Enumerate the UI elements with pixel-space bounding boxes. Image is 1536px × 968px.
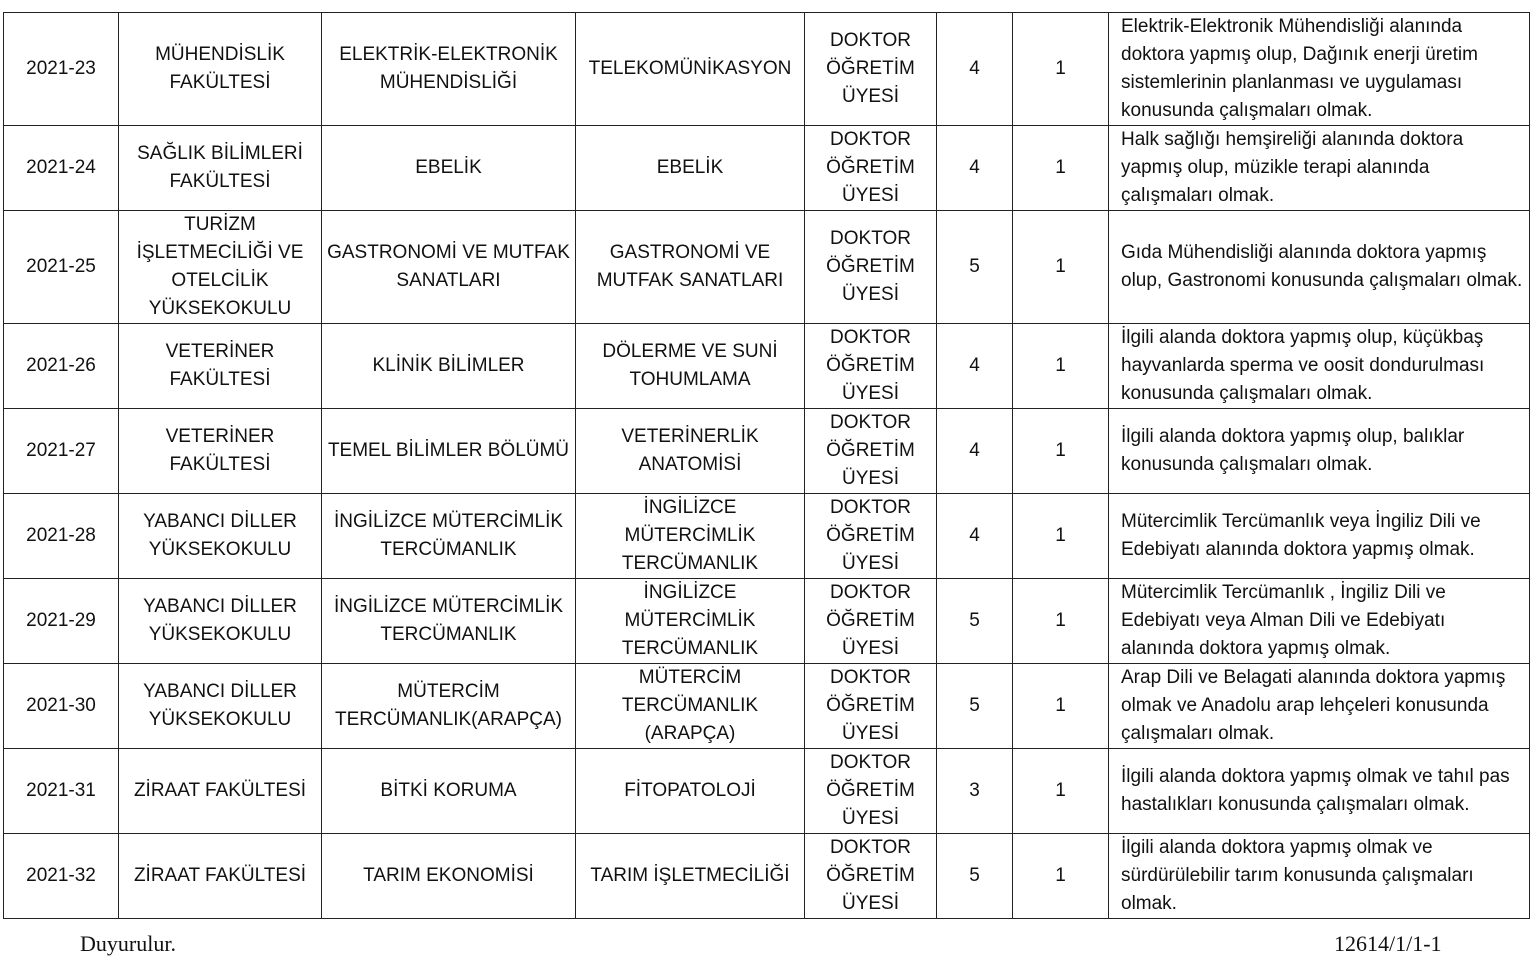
document-reference-number: 12614/1/1-1 (1334, 931, 1442, 956)
faculty-cell: VETERİNER FAKÜLTESİ (119, 409, 322, 494)
level-cell: 4 (937, 126, 1013, 211)
requirement-cell: İlgili alanda doktora yapmış olmak ve tahıl pas hastalıkları konusunda çalışmaları olmak. (1109, 749, 1530, 834)
posting-code-cell: 2021-31 (4, 749, 119, 834)
posting-code-cell: 2021-25 (4, 211, 119, 324)
program-cell: İNGİLİZCE MÜTERCİMLİK TERCÜMANLIK (576, 579, 805, 664)
faculty-cell: ZİRAAT FAKÜLTESİ (119, 749, 322, 834)
program-cell: TARIM İŞLETMECİLİĞİ (576, 834, 805, 919)
academic-title-cell: DOKTOR ÖĞRETİM ÜYESİ (805, 579, 937, 664)
posting-code-cell: 2021-28 (4, 494, 119, 579)
table-row (4, 494, 1530, 579)
academic-title-cell: DOKTOR ÖĞRETİM ÜYESİ (805, 834, 937, 919)
department-cell: KLİNİK BİLİMLER (322, 324, 576, 409)
program-cell: MÜTERCİM TERCÜMANLIK (ARAPÇA) (576, 664, 805, 749)
level-cell: 5 (937, 579, 1013, 664)
department-cell: EBELİK (322, 126, 576, 211)
announcement-text: Duyurulur. (80, 931, 176, 956)
position-count-cell: 1 (1013, 664, 1109, 749)
academic-title-cell: DOKTOR ÖĞRETİM ÜYESİ (805, 126, 937, 211)
table-row (4, 13, 1530, 126)
table-row (4, 749, 1530, 834)
level-cell: 4 (937, 494, 1013, 579)
department-cell: BİTKİ KORUMA (322, 749, 576, 834)
faculty-cell: YABANCI DİLLER YÜKSEKOKULU (119, 579, 322, 664)
level-cell: 5 (937, 664, 1013, 749)
table-row (4, 211, 1530, 324)
program-cell: VETERİNERLİK ANATOMİSİ (576, 409, 805, 494)
academic-title-cell: DOKTOR ÖĞRETİM ÜYESİ (805, 13, 937, 126)
positions-table (3, 12, 1530, 919)
program-cell: DÖLERME VE SUNİ TOHUMLAMA (576, 324, 805, 409)
program-cell: TELEKOMÜNİKASYON (576, 13, 805, 126)
requirement-cell: İlgili alanda doktora yapmış olmak ve sürdürülebilir tarım konusunda çalışmaları olmak. (1109, 834, 1530, 919)
posting-code-cell: 2021-32 (4, 834, 119, 919)
academic-title-cell: DOKTOR ÖĞRETİM ÜYESİ (805, 211, 937, 324)
faculty-cell: ZİRAAT FAKÜLTESİ (119, 834, 322, 919)
position-count-cell: 1 (1013, 494, 1109, 579)
posting-code-cell: 2021-27 (4, 409, 119, 494)
posting-code-cell: 2021-23 (4, 13, 119, 126)
posting-code-cell: 2021-24 (4, 126, 119, 211)
department-cell: MÜTERCİM TERCÜMANLIK(ARAPÇA) (322, 664, 576, 749)
faculty-cell: SAĞLIK BİLİMLERİ FAKÜLTESİ (119, 126, 322, 211)
program-cell: İNGİLİZCE MÜTERCİMLİK TERCÜMANLIK (576, 494, 805, 579)
table-row (4, 409, 1530, 494)
academic-title-cell: DOKTOR ÖĞRETİM ÜYESİ (805, 749, 937, 834)
position-count-cell: 1 (1013, 579, 1109, 664)
program-cell: FİTOPATOLOJİ (576, 749, 805, 834)
posting-code-cell: 2021-26 (4, 324, 119, 409)
academic-title-cell: DOKTOR ÖĞRETİM ÜYESİ (805, 409, 937, 494)
level-cell: 5 (937, 834, 1013, 919)
department-cell: TEMEL BİLİMLER BÖLÜMÜ (322, 409, 576, 494)
faculty-cell: TURİZM İŞLETMECİLİĞİ VE OTELCİLİK YÜKSEKOKULU (119, 211, 322, 324)
department-cell: İNGİLİZCE MÜTERCİMLİK TERCÜMANLIK (322, 494, 576, 579)
requirement-cell: İlgili alanda doktora yapmış olup, küçükbaş hayvanlarda sperma ve oosit dondurulması konusunda çalışmaları olmak. (1109, 324, 1530, 409)
academic-title-cell: DOKTOR ÖĞRETİM ÜYESİ (805, 664, 937, 749)
department-cell: ELEKTRİK-ELEKTRONİK MÜHENDİSLİĞİ (322, 13, 576, 126)
position-count-cell: 1 (1013, 211, 1109, 324)
position-count-cell: 1 (1013, 126, 1109, 211)
academic-title-cell: DOKTOR ÖĞRETİM ÜYESİ (805, 324, 937, 409)
position-count-cell: 1 (1013, 409, 1109, 494)
table-row (4, 126, 1530, 211)
level-cell: 3 (937, 749, 1013, 834)
requirement-cell: Arap Dili ve Belagati alanında doktora yapmış olmak ve Anadolu arap lehçeleri konusunda çalışmaları olmak. (1109, 664, 1530, 749)
department-cell: TARIM EKONOMİSİ (322, 834, 576, 919)
requirement-cell: Mütercimlik Tercümanlık veya İngiliz Dili ve Edebiyatı alanında doktora yapmış olmak. (1109, 494, 1530, 579)
program-cell: GASTRONOMİ VE MUTFAK SANATLARI (576, 211, 805, 324)
department-cell: İNGİLİZCE MÜTERCİMLİK TERCÜMANLIK (322, 579, 576, 664)
program-cell: EBELİK (576, 126, 805, 211)
requirement-cell: Halk sağlığı hemşireliği alanında doktora yapmış olup, müzikle terapi alanında çalışmaları olmak. (1109, 126, 1530, 211)
faculty-cell: YABANCI DİLLER YÜKSEKOKULU (119, 494, 322, 579)
level-cell: 4 (937, 13, 1013, 126)
level-cell: 5 (937, 211, 1013, 324)
position-count-cell: 1 (1013, 324, 1109, 409)
table-row (4, 579, 1530, 664)
table-row (4, 324, 1530, 409)
posting-code-cell: 2021-30 (4, 664, 119, 749)
requirement-cell: Elektrik-Elektronik Mühendisliği alanında doktora yapmış olup, Dağınık enerji üretim sistemlerinin planlanması ve uygulaması konusunda çalışmaları olmak. (1109, 13, 1530, 126)
faculty-cell: YABANCI DİLLER YÜKSEKOKULU (119, 664, 322, 749)
faculty-cell: VETERİNER FAKÜLTESİ (119, 324, 322, 409)
academic-title-cell: DOKTOR ÖĞRETİM ÜYESİ (805, 494, 937, 579)
faculty-cell: MÜHENDİSLİK FAKÜLTESİ (119, 13, 322, 126)
level-cell: 4 (937, 324, 1013, 409)
requirement-cell: Gıda Mühendisliği alanında doktora yapmış olup, Gastronomi konusunda çalışmaları olmak. (1109, 211, 1530, 324)
table-row (4, 834, 1530, 919)
position-count-cell: 1 (1013, 749, 1109, 834)
requirement-cell: Mütercimlik Tercümanlık , İngiliz Dili ve Edebiyatı veya Alman Dili ve Edebiyatı alanında doktora yapmış olmak. (1109, 579, 1530, 664)
department-cell: GASTRONOMİ VE MUTFAK SANATLARI (322, 211, 576, 324)
level-cell: 4 (937, 409, 1013, 494)
requirement-cell: İlgili alanda doktora yapmış olup, balıklar konusunda çalışmaları olmak. (1109, 409, 1530, 494)
posting-code-cell: 2021-29 (4, 579, 119, 664)
position-count-cell: 1 (1013, 834, 1109, 919)
table-row (4, 664, 1530, 749)
position-count-cell: 1 (1013, 13, 1109, 126)
